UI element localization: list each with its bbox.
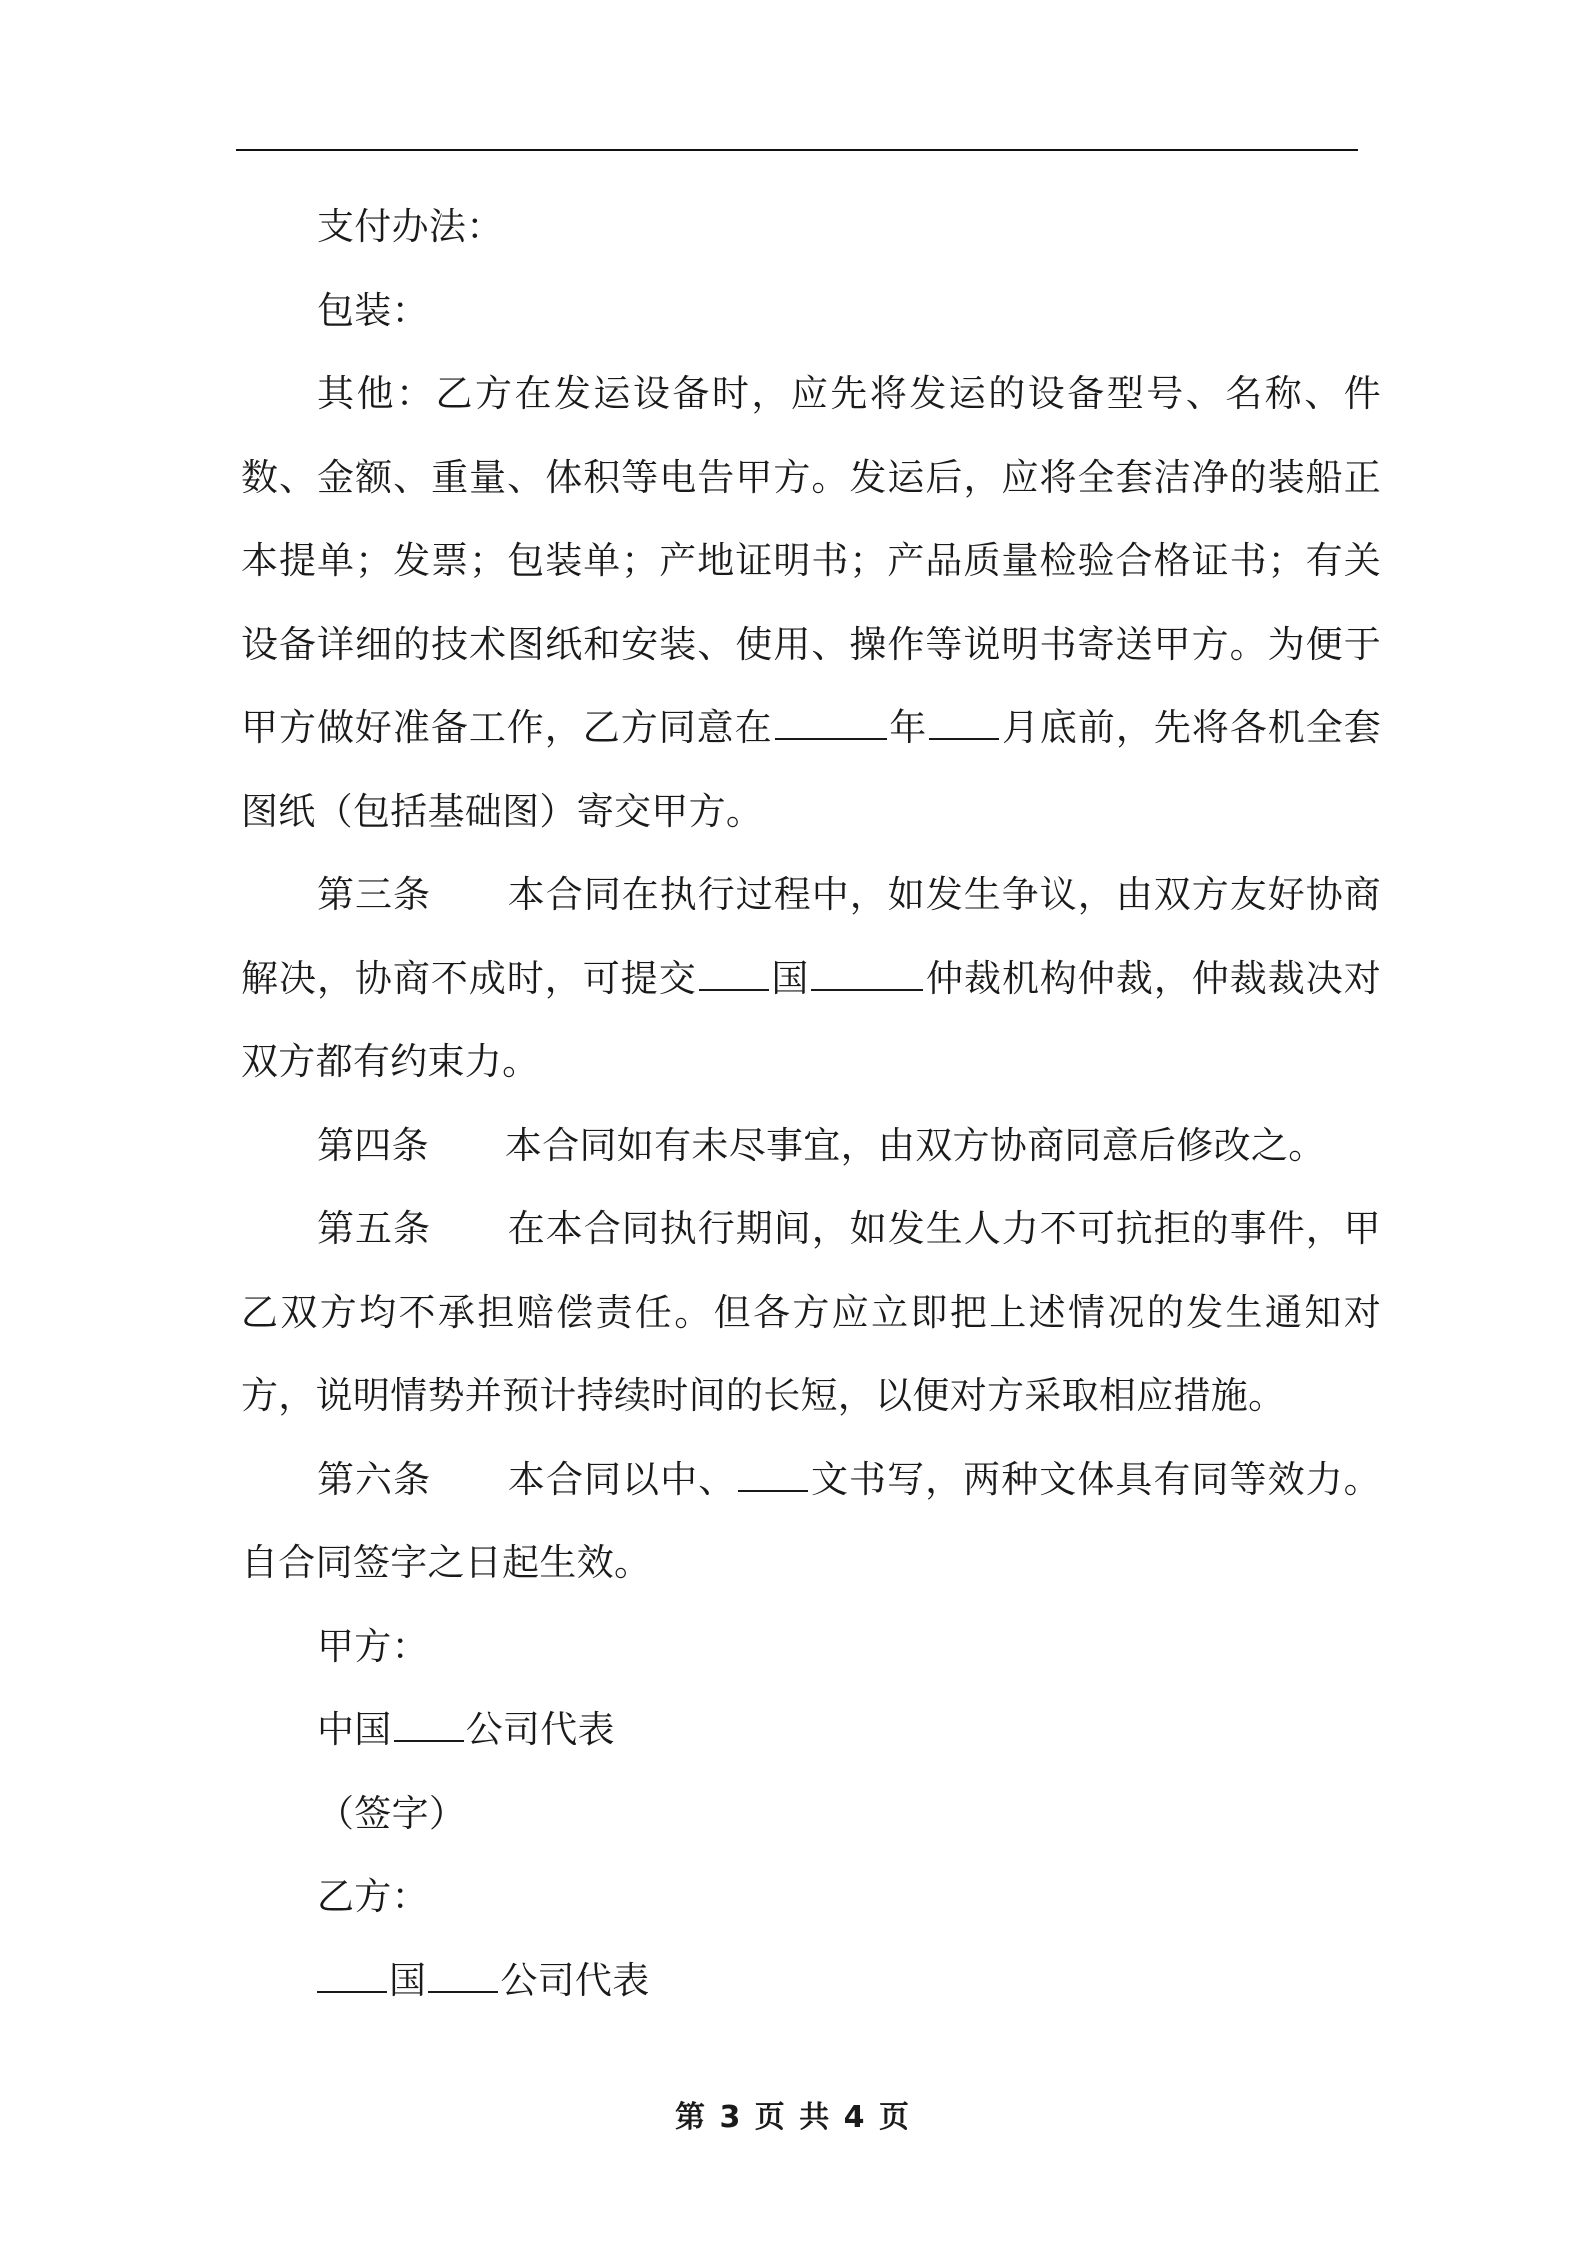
packing-label: 包装：	[317, 288, 429, 332]
country-blank	[699, 959, 769, 991]
article-3-text-a: 本合同在执行过程中，如发生争议，由双方友好协商解决，协商不成时，可提交	[241, 873, 1381, 1000]
arbitration-blank	[811, 959, 923, 991]
language-blank	[738, 1460, 808, 1492]
party-b-country-blank	[317, 1961, 387, 1993]
party-a-company-blank	[394, 1710, 464, 1742]
article-3-text-c: 仲裁机构仲裁，仲裁裁决对双方都有约束力。	[241, 956, 1381, 1083]
article-3-text-b: 国	[770, 956, 810, 1000]
month-blank	[929, 708, 999, 740]
paragraph-article-4	[241, 1104, 1381, 1188]
year-blank	[775, 708, 887, 740]
article-4-text: 本合同如有未尽事宜，由双方协商同意后修改之。	[504, 1123, 1326, 1167]
party-b-company-blank	[428, 1961, 498, 1993]
paragraph-other	[241, 352, 1381, 853]
party-a-rep-prefix: 中国	[317, 1708, 392, 1751]
article-4-label: 第四条	[317, 1123, 429, 1167]
party-b-rep-prefix: 国	[389, 1958, 427, 2002]
header-rule	[236, 149, 1358, 151]
payment-label: 支付办法：	[317, 205, 504, 248]
signature-line	[241, 1772, 1381, 1856]
party-b-label: 乙方：	[317, 1875, 429, 1918]
party-b-representative	[241, 1939, 1381, 2023]
article-3-label: 第三条	[317, 873, 431, 916]
article-5-label: 第五条	[317, 1207, 431, 1250]
month-text: 月底前，先将各机全套图纸（包括基础图）寄交甲方。	[241, 706, 1382, 833]
party-b-heading	[241, 1855, 1381, 1939]
party-b-rep-suffix: 公司代表	[500, 1958, 650, 2002]
paragraph-packing	[241, 269, 1381, 353]
party-a-representative	[241, 1688, 1381, 1772]
paragraph-article-6	[241, 1438, 1381, 1605]
article-6-label: 第六条	[317, 1457, 432, 1501]
article-5-text: 在本合同执行期间，如发生人力不可抗拒的事件，甲乙双方均不承担赔偿责任。但各方应立即把上述情况的发生通知对方，说明情势并预计持续时间的长短，以便对方采取相应措施。	[241, 1207, 1381, 1417]
signature-label: （签字）	[317, 1791, 467, 1835]
document-body	[241, 185, 1381, 2022]
party-a-label: 甲方：	[317, 1624, 429, 1668]
article-6-text-b: 文书写，两种文体具有同等效力。自合同签字之日起生效。	[241, 1457, 1381, 1584]
page-number-footer: 第 3 页 共 4 页	[675, 2100, 911, 2135]
party-a-rep-suffix: 公司代表	[465, 1708, 615, 1751]
article-6-text-a: 本合同以中、	[507, 1457, 737, 1501]
paragraph-payment	[241, 185, 1381, 269]
other-text: 其他：乙方在发运设备时，应先将发运的设备型号、名称、件数、金额、重量、体积等电告甲方。发运后，应将全套洁净的装船正本提单；发票；包装单；产地证明书；产品质量检验合格证书；有关设备详细的技术图纸和安装、使用、操作等说明书寄送甲方。为便于甲方做好准备工作，乙方同意在	[241, 372, 1381, 749]
party-a-heading	[241, 1605, 1381, 1689]
paragraph-article-3	[241, 853, 1381, 1104]
year-text: 年	[888, 706, 928, 749]
paragraph-article-5	[241, 1187, 1381, 1438]
